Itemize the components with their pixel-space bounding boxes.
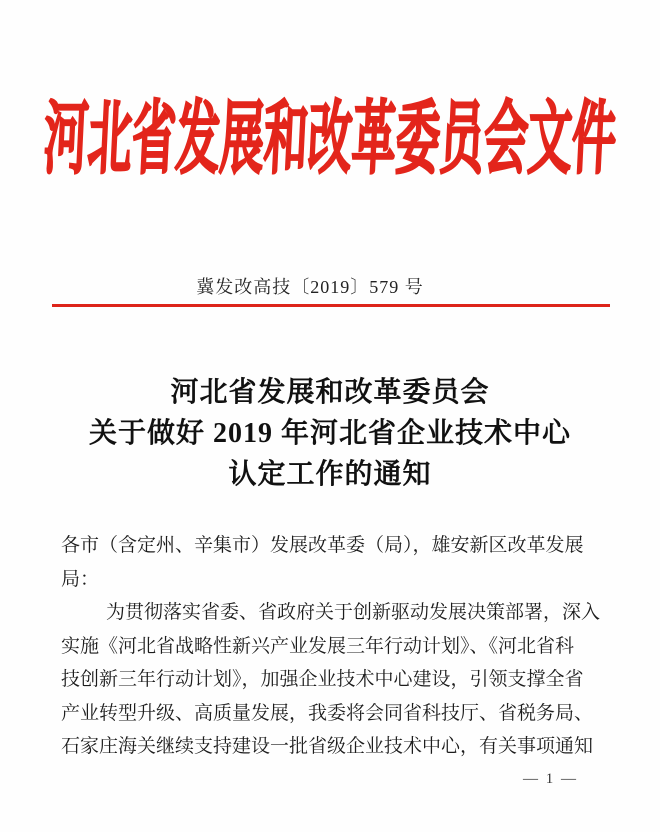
body-line: 产业转型升级、高质量发展，我委将会同省科技厅、省税务局、	[61, 702, 594, 724]
title-line-2: 关于做好 2019 年河北省企业技术中心	[88, 418, 571, 449]
page-number: — 1 —	[523, 771, 578, 787]
body-line-salutation-1: 各市（含定州、辛集市）发展改革委（局），雄安新区改革发展	[61, 535, 584, 556]
body-line: 石家庄海关继续支持建设一批省级企业技术中心，有关事项通知	[61, 736, 594, 757]
title-line-1: 河北省发展和改革委员会	[170, 377, 490, 408]
red-separator-line	[52, 304, 610, 307]
title-line-3: 认定工作的通知	[228, 459, 432, 490]
body-line: 技创新三年行动计划》，加强企业技术中心建设，引领支撑全省	[61, 669, 584, 690]
document-number: 冀发改高技〔2019〕579 号	[196, 277, 424, 297]
body-text	[61, 529, 601, 764]
document-title	[0, 372, 660, 495]
red-header-banner: 河北省发展和改革委员会文件	[41, 96, 619, 184]
body-line-paragraph-start: 为贯彻落实省委、省政府关于创新驱动发展决策部署，深入	[106, 602, 601, 623]
body-line-salutation-2: 局：	[61, 568, 100, 590]
body-line: 实施《河北省战略性新兴产业发展三年行动计划》、《河北省科	[61, 635, 575, 657]
